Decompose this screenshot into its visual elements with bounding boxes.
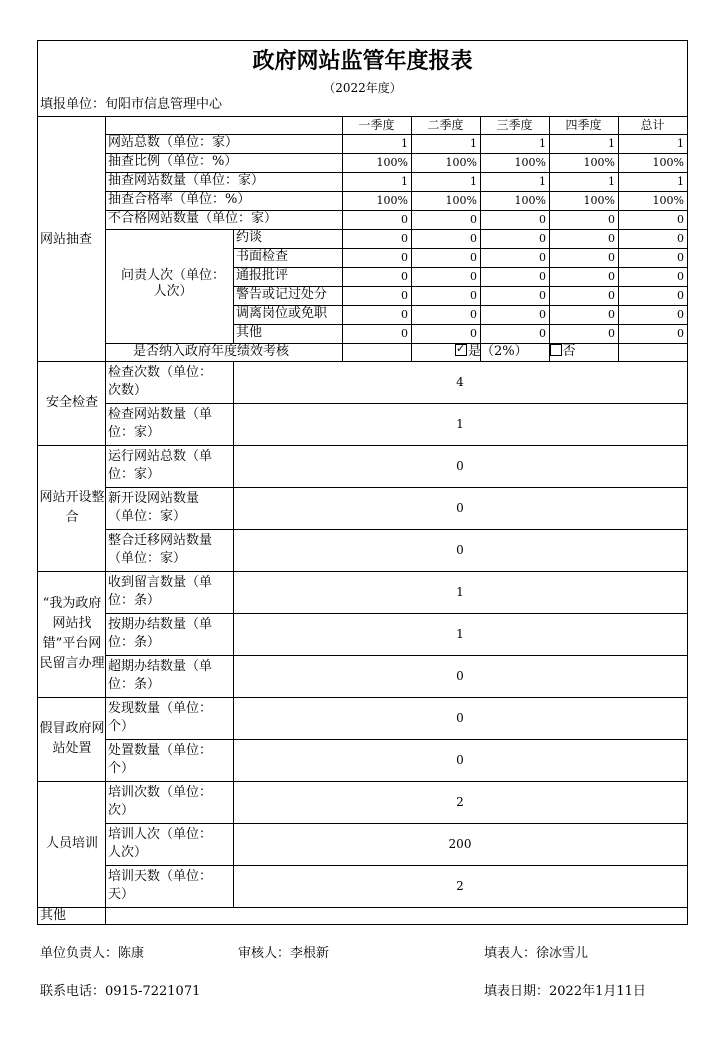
spot-row-value: 100% (583, 156, 615, 169)
section-row-value: 0 (456, 669, 464, 683)
spot-row-value: 1 (470, 137, 477, 150)
grid-line (105, 403, 688, 404)
accountability-row-value: 0 (539, 270, 546, 283)
label-column-divider (105, 116, 106, 362)
section-divider (37, 907, 688, 908)
page-title: 政府网站监管年度报表 (252, 48, 473, 74)
accountability-row-label: 约谈 (236, 230, 263, 245)
spot-row-value: 1 (401, 175, 408, 188)
spot-row-value: 1 (401, 137, 408, 150)
accountability-row-value: 0 (539, 251, 546, 264)
section-label: 人员培训 (45, 836, 98, 851)
section-row-label: 整合迁移网站数量（单位：家） (108, 533, 213, 566)
accountability-row-value: 0 (401, 289, 408, 302)
accountability-row-label: 其他 (236, 325, 263, 340)
grid-line (105, 229, 688, 230)
section-row-value: 0 (456, 753, 464, 767)
grid-line (105, 739, 688, 740)
accountability-row-value: 0 (401, 251, 408, 264)
grid-line (105, 823, 688, 824)
section-row-label: 超期办结数量（单位：条） (108, 659, 213, 692)
section-row-label: 运行网站总数（单位：家） (108, 449, 213, 482)
accountability-row-value: 0 (470, 232, 477, 245)
checkbox-yes[interactable] (455, 344, 467, 356)
section-row-value: 200 (448, 837, 472, 851)
grid-line (233, 324, 688, 325)
accountability-row-value: 0 (401, 308, 408, 321)
section-divider (37, 361, 688, 362)
year-label: （2022年度） (323, 81, 402, 95)
fill-date: 填表日期：2022年1月11日 (484, 984, 646, 999)
unit-leader: 单位负责人：陈康 (40, 946, 145, 961)
spot-row-value: 100% (376, 156, 408, 169)
section-row-label: 检查网站数量（单位：家） (108, 407, 213, 440)
spot-row-value: 0 (677, 213, 684, 226)
spot-row-value: 0 (401, 213, 408, 226)
section-row-label: 培训次数（单位：次） (108, 785, 213, 818)
section-row-value: 1 (456, 627, 464, 641)
filler: 填表人：徐冰雪儿 (484, 946, 589, 961)
accountability-label: 问责人次（单位：人次） (120, 268, 225, 299)
checkbox-no[interactable] (550, 344, 562, 356)
section-row-label: 培训人次（单位：人次） (108, 827, 213, 860)
performance-yes-label: 是（2%） (468, 344, 528, 359)
section-row-value: 0 (456, 501, 464, 515)
accountability-row-label: 书面检查 (236, 249, 289, 264)
section-divider (37, 445, 688, 446)
section-row-value: 4 (456, 375, 464, 389)
accountability-row-value: 0 (677, 289, 684, 302)
section-row-value: 2 (456, 795, 464, 809)
spot-row-label: 网站总数（单位：家） (108, 135, 239, 150)
spot-row-value: 1 (608, 137, 615, 150)
accountability-row-value: 0 (539, 289, 546, 302)
accountability-row-value: 0 (401, 232, 408, 245)
accountability-row-value: 0 (677, 308, 684, 321)
spot-row-value: 100% (652, 156, 684, 169)
accountability-row-value: 0 (401, 327, 408, 340)
accountability-row-label: 调离岗位或免职 (236, 306, 328, 321)
spot-row-value: 0 (470, 213, 477, 226)
accountability-row-value: 0 (470, 270, 477, 283)
spot-row-value: 100% (376, 194, 408, 207)
performance-label: 是否纳入政府年度绩效考核 (133, 344, 290, 359)
grid-line (233, 267, 688, 268)
accountability-row-value: 0 (401, 270, 408, 283)
section-row-value: 2 (456, 879, 464, 893)
accountability-row-value: 0 (677, 270, 684, 283)
spot-row-value: 100% (514, 194, 546, 207)
spot-row-label: 抽查合格率（单位：%） (108, 192, 251, 207)
section-row-label: 新开设网站数量（单位：家） (108, 491, 200, 524)
accountability-row-label: 警告或记过处分 (236, 287, 328, 302)
sub-label-divider (233, 229, 234, 344)
spot-row-value: 100% (445, 194, 477, 207)
spot-row-value: 0 (608, 213, 615, 226)
spot-row-value: 100% (445, 156, 477, 169)
quarter-header: 四季度 (565, 118, 602, 132)
accountability-row-value: 0 (608, 289, 615, 302)
accountability-row-value: 0 (470, 327, 477, 340)
accountability-row-value: 0 (470, 289, 477, 302)
grid-line (105, 529, 688, 530)
accountability-row-value: 0 (677, 251, 684, 264)
accountability-row-value: 0 (608, 327, 615, 340)
quarter-header: 一季度 (358, 118, 395, 132)
accountability-row-label: 通报批评 (236, 268, 289, 283)
accountability-row-value: 0 (470, 251, 477, 264)
section-label: 网站开设整合 (39, 490, 105, 525)
section-row-value: 0 (456, 711, 464, 725)
spot-row-value: 100% (583, 194, 615, 207)
reporting-unit: 填报单位：旬阳市信息管理中心 (40, 97, 223, 112)
quarter-header: 总计 (640, 118, 665, 132)
section-label: 假冒政府网站处置 (39, 721, 105, 756)
section-row-label: 收到留言数量（单位：条） (108, 575, 213, 608)
section-divider (37, 781, 688, 782)
section-row-value: 0 (456, 543, 464, 557)
spot-row-value: 1 (539, 137, 546, 150)
other-label: 其他 (40, 908, 67, 923)
accountability-row-value: 0 (539, 308, 546, 321)
spot-row-label: 抽查比例（单位：%） (108, 154, 238, 169)
accountability-row-value: 0 (608, 232, 615, 245)
reviewer: 审核人：李根新 (238, 946, 330, 961)
accountability-row-value: 0 (608, 270, 615, 283)
section-row-value: 0 (456, 459, 464, 473)
quarter-header: 三季度 (496, 118, 533, 132)
section-row-label: 发现数量（单位：个） (108, 701, 213, 734)
accountability-row-value: 0 (608, 251, 615, 264)
section-row-label: 处置数量（单位：个） (108, 743, 213, 776)
accountability-row-value: 0 (539, 327, 546, 340)
grid-line (105, 613, 688, 614)
grid-line (233, 248, 688, 249)
grid-line (105, 865, 688, 866)
quarter-header: 二季度 (427, 118, 464, 132)
section-row-label: 按期办结数量（单位：条） (108, 617, 213, 650)
section-label-spot-check: 网站抽查 (40, 232, 93, 247)
grid-line (105, 655, 688, 656)
accountability-row-value: 0 (677, 327, 684, 340)
spot-row-value: 1 (677, 175, 684, 188)
spot-row-value: 100% (652, 194, 684, 207)
grid-line (105, 116, 688, 117)
grid-line (105, 487, 688, 488)
spot-row-value: 1 (677, 137, 684, 150)
accountability-row-value: 0 (539, 232, 546, 245)
spot-row-value: 100% (514, 156, 546, 169)
accountability-row-value: 0 (677, 232, 684, 245)
spot-row-label: 不合格网站数量（单位：家） (108, 211, 278, 226)
spot-row-value: 1 (539, 175, 546, 188)
performance-options (455, 344, 576, 360)
spot-row-value: 0 (539, 213, 546, 226)
section-row-label: 培训天数（单位：天） (108, 869, 213, 902)
spot-row-value: 1 (470, 175, 477, 188)
section-label: “我为政府网站找错”平台网民留言办理 (39, 596, 105, 671)
section-divider (37, 571, 688, 572)
section-divider (37, 697, 688, 698)
spot-row-label: 抽查网站数量（单位：家） (108, 173, 265, 188)
section-row-value: 1 (456, 417, 464, 431)
accountability-row-value: 0 (608, 308, 615, 321)
section-row-value: 1 (456, 585, 464, 599)
label-column-divider (105, 361, 106, 925)
accountability-row-value: 0 (470, 308, 477, 321)
performance-no-label: 否 (562, 344, 576, 359)
section-row-label: 检查次数（单位：次数） (108, 365, 213, 398)
section-label: 安全检查 (45, 395, 98, 410)
contact-phone: 联系电话：0915-7221071 (40, 984, 201, 999)
spot-row-value: 1 (608, 175, 615, 188)
